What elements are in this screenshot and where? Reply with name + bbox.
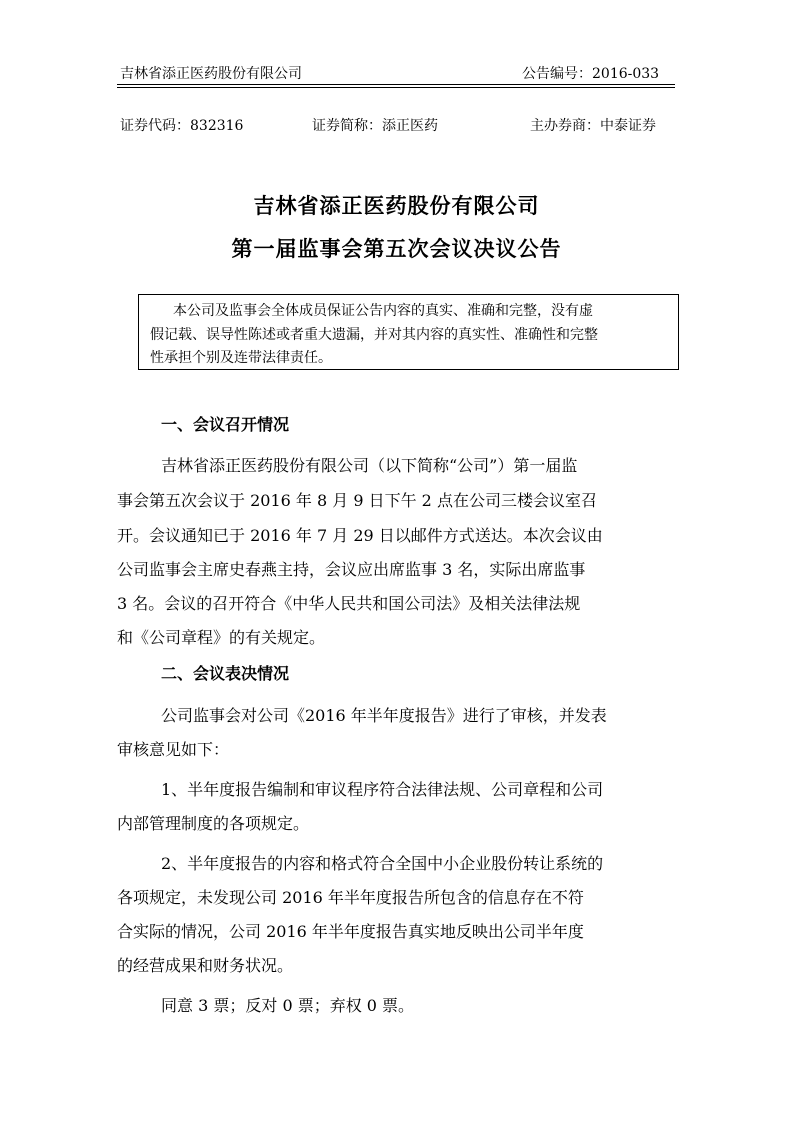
securities-code: 证券代码：832316: [120, 118, 244, 134]
vote-result: 同意 3 票；反对 0 票；弃权 0 票。: [161, 996, 415, 1015]
opinion-item-line: 2、半年度报告的内容和格式符合全国中小企业股份转让系统的: [161, 854, 604, 873]
paragraph-line: 3 名。会议的召开符合《中华人民共和国公司法》及相关法律法规: [117, 594, 581, 613]
opinion-item-line: 合实际的情况，公司 2016 年半年度报告真实地反映出公司半年度: [117, 922, 584, 941]
opinion-item-line: 各项规定，未发现公司 2016 年半年度报告所包含的信息存在不符: [117, 888, 584, 907]
paragraph-line: 公司监事会主席史春燕主持，会议应出席监事 3 名，实际出席监事: [117, 560, 586, 579]
document-title-announcement: 第一届监事会第五次会议决议公告: [231, 236, 562, 261]
section-heading-meeting: 一、会议召开情况: [161, 415, 290, 434]
opinion-item-line: 1、半年度报告编制和审议程序符合法律法规、公司章程和公司: [161, 780, 604, 799]
disclaimer-box: [138, 294, 679, 370]
header-divider: [117, 84, 675, 85]
header-announcement-number: 公告编号：2016-033: [522, 66, 660, 82]
paragraph-line: 和《公司章程》的有关规定。: [117, 628, 326, 647]
disclaimer-line: 假记载、误导性陈述或者重大遗漏，并对其内容的真实性、准确性和完整: [150, 327, 598, 343]
header-divider-second: [117, 87, 675, 88]
paragraph-line: 审核意见如下：: [117, 740, 230, 759]
sponsor-broker: 主办券商：中泰证券: [530, 118, 656, 134]
paragraph-line: 吉林省添正医药股份有限公司（以下简称“公司”）第一届监: [161, 456, 578, 475]
section-heading-voting: 二、会议表决情况: [161, 664, 290, 683]
document-title-company: 吉林省添正医药股份有限公司: [253, 193, 540, 218]
paragraph-line: 公司监事会对公司《2016 年半年度报告》进行了审核，并发表: [161, 706, 607, 725]
paragraph-line: 事会第五次会议于 2016 年 8 月 9 日下午 2 点在公司三楼会议室召: [117, 491, 597, 510]
opinion-item-line: 的经营成果和财务状况。: [117, 956, 294, 975]
disclaimer-line: 性承担个别及连带法律责任。: [150, 350, 332, 366]
opinion-item-line: 内部管理制度的各项规定。: [117, 814, 310, 833]
paragraph-line: 开。会议通知已于 2016 年 7 月 29 日以邮件方式送达。本次会议由: [117, 526, 603, 545]
securities-short-name: 证券简称：添正医药: [312, 118, 438, 134]
header-company-name: 吉林省添正医药股份有限公司: [120, 66, 302, 82]
disclaimer-line: 本公司及监事会全体成员保证公告内容的真实、准确和完整，没有虚: [173, 303, 593, 319]
